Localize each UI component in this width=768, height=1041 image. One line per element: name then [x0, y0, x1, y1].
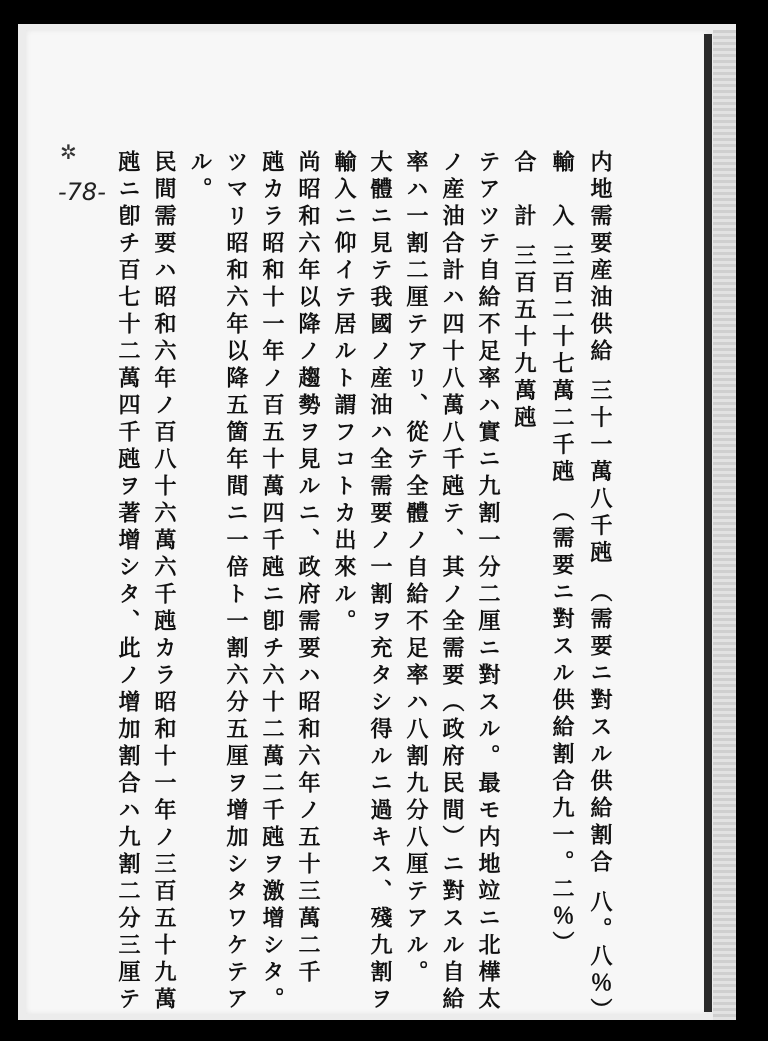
- book-spine: [704, 34, 712, 1012]
- text-line-10: 瓲カラ昭和十一年ノ百五十萬四千瓲ニ卽チ六十二萬二千瓲ヲ激增シタ。: [259, 150, 285, 1014]
- text-line-8: 輸入ニ仰イテ居ルト謂フコトカ出來ル。: [331, 150, 357, 636]
- text-line-5: ノ産油合計ハ四十八萬八千瓲テ、其ノ全需要（政府民間）ニ對スル自給: [439, 150, 465, 1014]
- page-number: -78-: [58, 178, 106, 206]
- ink-smudge-icon: ✲: [60, 140, 77, 164]
- text-line-12: ル。: [187, 150, 213, 204]
- text-line-13: 民間需要ハ昭和六年ノ百八十六萬六千瓲カラ昭和十一年ノ三百五十九萬: [151, 150, 177, 1014]
- text-line-9: 尚昭和六年以降ノ趨勢ヲ見ルニ、政府需要ハ昭和六年ノ五十三萬二千: [295, 150, 321, 987]
- text-line-3: 合 計 三百五十九萬瓲: [511, 150, 537, 433]
- text-line-14: 瓲ニ卽チ百七十二萬四千瓲ヲ著增シタ、此ノ增加割合ハ九割二分三厘テ: [115, 150, 141, 1014]
- text-line-4: テアツテ自給不足率ハ實ニ九割一分二厘ニ對スル。最モ内地竝ニ北樺太: [475, 150, 501, 1014]
- text-line-11: ツマリ昭和六年以降五箇年間ニ一倍ト一割六分五厘ヲ增加シタワケテア: [223, 150, 249, 1014]
- text-line-6: 率ハ一割二厘テアリ、從テ全體ノ自給不足率ハ八割九分八厘テアル。: [403, 150, 429, 987]
- text-line-7: 大體ニ見テ我國ノ産油ハ全需要ノ一割ヲ充タシ得ルニ過キス、殘九割ヲ: [367, 150, 393, 1014]
- page-edge: [713, 30, 736, 1020]
- text-line-1: 内地需要産油供給 三十一萬八千瓲 （需要ニ對スル供給割合 八。八％）: [587, 150, 613, 1025]
- text-line-2: 輸 入 三百二十七萬二千瓲 （需要ニ對スル供給割合九一。二％）: [549, 150, 575, 959]
